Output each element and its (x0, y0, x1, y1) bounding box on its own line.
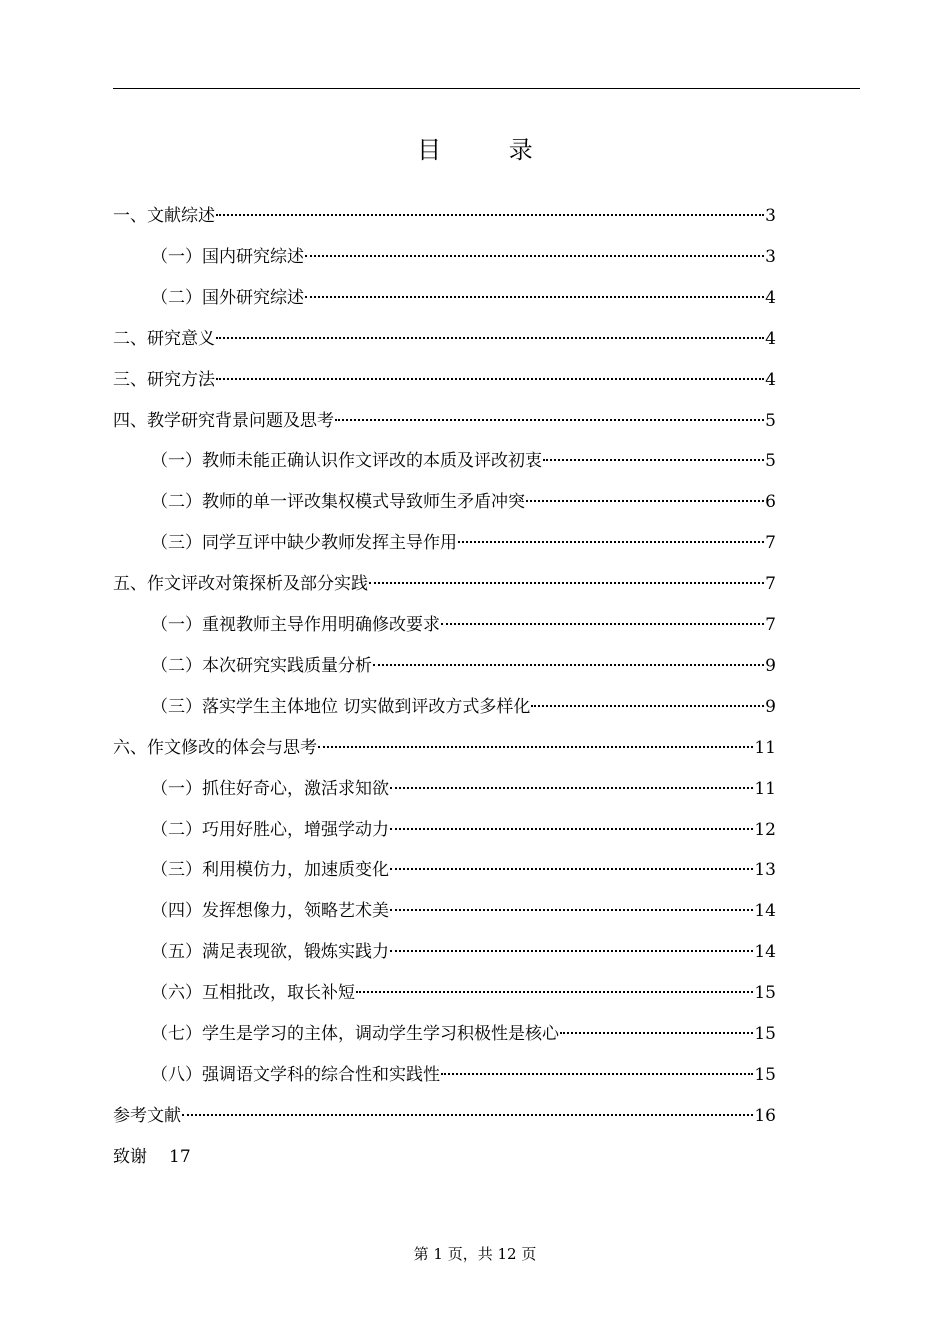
toc-entry-label: （二）国外研究综述 (151, 287, 304, 308)
toc-dot-leader (216, 214, 764, 216)
toc-entry-label: 一、文献综述 (113, 206, 215, 226)
toc-entry[interactable] (151, 612, 776, 638)
toc-entry-page-number: 9 (765, 696, 776, 717)
toc-entry[interactable] (151, 857, 776, 883)
toc-entry[interactable] (151, 530, 776, 556)
toc-dot-leader (390, 950, 753, 952)
toc-entry-label: （一）抓住好奇心，激活求知欲 (151, 778, 389, 799)
toc-entry[interactable] (113, 1144, 776, 1170)
toc-entry-label: （一）重视教师主导作用明确修改要求 (151, 615, 440, 635)
toc-entry-page-number: 16 (754, 1105, 776, 1126)
toc-dot-leader (390, 787, 753, 789)
toc-entry-page-number: 11 (754, 737, 776, 758)
toc-entry[interactable] (151, 244, 776, 270)
toc-entry-label: 六、作文修改的体会与思考 (113, 737, 317, 758)
toc-entry[interactable] (151, 898, 776, 924)
toc-entry-label: （三）落实学生主体地位 切实做到评改方式多样化 (151, 696, 531, 717)
toc-entry[interactable] (113, 1103, 776, 1129)
toc-entry[interactable] (151, 694, 776, 720)
toc-entry[interactable] (113, 367, 776, 393)
toc-dot-leader (373, 664, 764, 666)
toc-dot-leader (182, 1114, 753, 1116)
toc-dot-leader (441, 1073, 753, 1075)
toc-entry-page-number: 4 (765, 369, 776, 390)
toc-entry-label: 三、研究方法 (113, 369, 215, 390)
toc-entry[interactable] (113, 203, 776, 229)
toc-entry-page-number: 3 (765, 206, 776, 226)
toc-entry-label: （一）教师未能正确认识作文评改的本质及评改初衷 (151, 451, 542, 472)
toc-entry[interactable] (113, 408, 776, 434)
toc-entry[interactable] (151, 1062, 776, 1088)
toc-dot-leader (369, 582, 764, 584)
toc-entry[interactable] (113, 735, 776, 761)
toc-entry-page-number: 15 (754, 1064, 776, 1085)
toc-entry-page-number: 14 (754, 942, 776, 963)
toc-dot-leader (543, 459, 764, 461)
toc-entry-label: （六）互相批改，取长补短 (151, 983, 355, 1004)
toc-entry[interactable] (151, 776, 776, 802)
toc-entry-page-number: 14 (754, 901, 776, 922)
toc-entry-page-number: 3 (765, 246, 776, 267)
toc-entry-label: （四）发挥想像力，领略艺术美 (151, 901, 389, 922)
toc-entry-page-number: 11 (754, 778, 776, 799)
toc-dot-leader (531, 705, 764, 707)
toc-entry-page-number: 15 (754, 1024, 776, 1044)
toc-dot-leader (560, 1032, 753, 1034)
toc-entry-label: （五）满足表现欲，锻炼实践力 (151, 942, 389, 963)
toc-entry[interactable] (151, 448, 776, 474)
toc-entry[interactable] (151, 1021, 776, 1047)
header-rule (113, 88, 860, 89)
toc-entry-label: 二、研究意义 (113, 328, 215, 349)
toc-entry[interactable] (151, 285, 776, 311)
toc-entry-page-number: 12 (754, 819, 776, 840)
toc-dot-leader (390, 868, 753, 870)
toc-dot-leader (526, 500, 764, 502)
toc-dot-leader (216, 337, 764, 339)
toc-entry[interactable] (151, 653, 776, 679)
toc-entry-label: 五、作文评改对策探析及部分实践 (113, 574, 368, 595)
toc-entry[interactable] (151, 817, 776, 843)
toc-entry-label: （八）强调语文学科的综合性和实践性 (151, 1064, 440, 1085)
toc-entry-label: （三）利用模仿力，加速质变化 (151, 860, 389, 881)
toc-dot-leader (216, 378, 764, 380)
toc-entry-page-number: 7 (765, 615, 776, 635)
toc-entry-label: （二）巧用好胜心，增强学动力 (151, 819, 389, 840)
toc-title: 目 录 (417, 136, 563, 164)
toc-entry[interactable] (151, 939, 776, 965)
toc-entry-label: （二）教师的单一评改集权模式导致师生矛盾冲突 (151, 492, 525, 513)
toc-entry-label: （一）国内研究综述 (151, 246, 304, 267)
toc-entry-page-number: 6 (765, 492, 776, 513)
toc-dot-leader (356, 991, 753, 993)
toc-entry-label: 参考文献 (113, 1105, 181, 1126)
toc-entry[interactable] (113, 571, 776, 597)
toc-entry-page-number: 13 (754, 860, 776, 881)
toc-entry-label: （二）本次研究实践质量分析 (151, 655, 372, 676)
toc-entry-page-number: 7 (765, 574, 776, 595)
toc-entry-label: 致谢 (113, 1146, 147, 1167)
toc-entry-label: （三）同学互评中缺少教师发挥主导作用 (151, 533, 457, 554)
toc-dot-leader (305, 296, 764, 298)
toc-dot-leader (458, 541, 764, 543)
toc-dot-leader (318, 746, 753, 748)
toc-dot-leader (305, 255, 764, 257)
page-footer: 第 1 页，共 12 页 (413, 1245, 537, 1263)
toc-entry-page-number: 9 (765, 655, 776, 676)
toc-entry-page-number: 4 (765, 328, 776, 349)
toc-entry[interactable] (113, 326, 776, 352)
toc-entry[interactable] (151, 489, 776, 515)
toc-entry-page-number: 4 (765, 287, 776, 308)
toc-entry-page-number: 5 (765, 451, 776, 472)
toc-dot-leader (335, 419, 764, 421)
toc-entry-label: 四、教学研究背景问题及思考 (113, 410, 334, 431)
toc-entry-page-number: 5 (765, 410, 776, 431)
toc-dot-leader (441, 623, 764, 625)
toc-dot-leader (390, 909, 753, 911)
toc-entry-page-number: 7 (765, 533, 776, 554)
toc-dot-leader (390, 828, 753, 830)
toc-entry-page-number: 15 (754, 983, 776, 1004)
toc-entry-page-number: 17 (169, 1146, 191, 1167)
toc-entry[interactable] (151, 980, 776, 1006)
toc-entry-label: （七）学生是学习的主体，调动学生学习积极性是核心 (151, 1024, 559, 1044)
